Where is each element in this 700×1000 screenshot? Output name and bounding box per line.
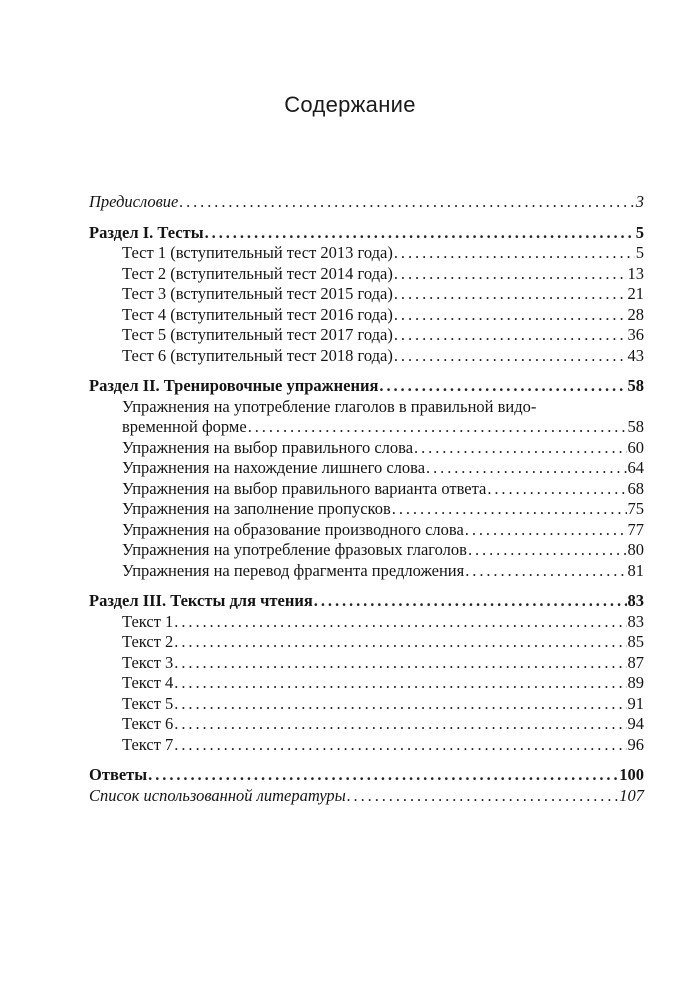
toc-entry[interactable] xyxy=(89,540,644,561)
dot-leader xyxy=(205,223,635,244)
toc-entry-label: Текст 4 xyxy=(122,673,174,692)
spacer xyxy=(89,213,644,223)
dot-leader xyxy=(179,192,634,213)
toc-page-number: 5 xyxy=(635,243,644,262)
dot-leader xyxy=(248,417,627,438)
toc-section-1 xyxy=(89,223,644,367)
toc-entry[interactable] xyxy=(89,673,644,694)
toc-page-number: 68 xyxy=(627,478,644,498)
toc-page-number: 107 xyxy=(619,785,644,805)
toc-page-number: 81 xyxy=(627,560,644,580)
toc-entry[interactable] xyxy=(89,284,644,305)
dot-leader xyxy=(174,694,626,715)
toc-section-heading[interactable] xyxy=(89,591,644,612)
toc-entry[interactable] xyxy=(89,346,644,367)
toc-entry-label: Текст 5 xyxy=(122,693,174,713)
toc-entry-label: Тест 5 (вступительный тест 2017 года) xyxy=(122,325,393,344)
toc-entry[interactable] xyxy=(89,499,644,520)
toc-entry[interactable] xyxy=(89,417,644,438)
page-title: Содержание xyxy=(284,92,416,117)
toc-entry-label: Текст 7 xyxy=(122,734,174,754)
toc-entry-references[interactable] xyxy=(89,786,644,807)
toc-entry[interactable] xyxy=(89,458,644,479)
toc-entry-label: Текст 3 xyxy=(122,652,174,672)
toc-page-number: 85 xyxy=(627,632,644,651)
toc-page-number: 21 xyxy=(627,284,644,303)
toc-entry[interactable] xyxy=(89,520,644,541)
toc-entry[interactable] xyxy=(89,632,644,653)
dot-leader xyxy=(394,264,627,285)
dot-leader xyxy=(392,499,627,520)
toc-entry[interactable] xyxy=(89,735,644,756)
toc-entry-label: Ответы xyxy=(89,765,148,784)
dot-leader xyxy=(465,561,626,582)
toc-entry-label: Раздел II. Тренировочные упражнения xyxy=(89,376,379,395)
toc-entry-label: Раздел I. Тесты xyxy=(89,222,204,242)
toc-entry-answers[interactable] xyxy=(89,765,644,786)
dot-leader xyxy=(174,673,626,694)
toc-entry-label: Тест 4 (вступительный тест 2016 года) xyxy=(122,304,393,324)
dot-leader xyxy=(394,284,627,305)
dot-leader xyxy=(174,632,626,653)
toc-page-number: 80 xyxy=(627,540,644,559)
toc-entry[interactable] xyxy=(89,694,644,715)
toc-section-heading[interactable] xyxy=(89,376,644,397)
toc-page-number: 3 xyxy=(635,192,644,211)
toc-entry-preface[interactable] xyxy=(89,192,644,213)
toc-entry-label: Текст 1 xyxy=(122,611,174,631)
toc-entry-label: Упражнения на употребление фразовых глаголов xyxy=(122,540,467,559)
toc-entry-label: Тест 2 (вступительный тест 2014 года) xyxy=(122,263,393,283)
toc-entry[interactable] xyxy=(89,325,644,346)
toc-page-number: 87 xyxy=(627,652,644,672)
spacer xyxy=(89,366,644,376)
toc-entry-label: Упражнения на выбор правильного варианта ответа xyxy=(122,478,487,498)
toc-entry-label: Упражнения на перевод фрагмента предложения xyxy=(122,560,465,580)
toc-entry[interactable] xyxy=(89,653,644,674)
toc-page-number: 5 xyxy=(635,222,644,242)
dot-leader xyxy=(465,520,627,541)
toc-entry[interactable] xyxy=(89,479,644,500)
dot-leader xyxy=(414,438,626,459)
toc-page-number: 89 xyxy=(627,673,644,692)
toc-page-number: 96 xyxy=(627,734,644,754)
toc-entry-label-line1: Упражнения на употребление глаголов в правильной видо- xyxy=(122,396,537,416)
toc-page-number: 28 xyxy=(627,304,644,324)
toc-entry-label: Упражнения на выбор правильного слова xyxy=(122,437,414,457)
dot-leader xyxy=(347,786,618,807)
dot-leader xyxy=(174,735,626,756)
dot-leader xyxy=(174,653,626,674)
spacer xyxy=(89,755,644,765)
toc-entry-label: Раздел III. Тексты для чтения xyxy=(89,591,313,610)
toc-entry-label: временной форме xyxy=(122,417,247,436)
toc-entry[interactable] xyxy=(89,264,644,285)
toc-page-number: 77 xyxy=(627,519,644,539)
toc-section-3 xyxy=(89,591,644,755)
toc-page-number: 64 xyxy=(627,458,644,477)
dot-leader xyxy=(426,458,626,479)
toc-entry-label: Тест 1 (вступительный тест 2013 года) xyxy=(122,243,393,262)
toc-page-number: 58 xyxy=(627,417,644,436)
toc-page-number: 75 xyxy=(627,499,644,518)
toc-entry-label: Упражнения на образование производного слова xyxy=(122,519,464,539)
toc-entry-label: Тест 6 (вступительный тест 2018 года) xyxy=(122,345,393,365)
toc-page-number: 83 xyxy=(627,591,644,610)
toc-entry-label: Упражнения на заполнение пропусков xyxy=(122,499,391,518)
toc-entry[interactable] xyxy=(89,612,644,633)
toc-entry-label: Упражнения на нахождение лишнего слова xyxy=(122,458,426,477)
toc-page-number: 13 xyxy=(627,263,644,283)
dot-leader xyxy=(394,346,627,367)
toc-entry-label: Текст 6 xyxy=(122,714,174,733)
dot-leader xyxy=(394,325,627,346)
toc-entry[interactable] xyxy=(89,714,644,735)
toc-page-number: 94 xyxy=(627,714,644,733)
toc-entry-label: Тест 3 (вступительный тест 2015 года) xyxy=(122,284,393,303)
toc-entry[interactable] xyxy=(89,305,644,326)
toc-entry[interactable] xyxy=(89,243,644,264)
toc-page-number: 83 xyxy=(627,611,644,631)
toc-entry-label: Список использованной литературы xyxy=(89,785,346,805)
dot-leader xyxy=(174,612,626,633)
spacer xyxy=(89,581,644,591)
toc-page-number: 58 xyxy=(627,376,644,395)
toc-page-number: 100 xyxy=(619,765,644,784)
dot-leader xyxy=(468,540,627,561)
dot-leader xyxy=(314,591,627,612)
dot-leader xyxy=(148,765,618,786)
toc-entry-label: Текст 2 xyxy=(122,632,174,651)
dot-leader xyxy=(487,479,626,500)
toc-page-number: 43 xyxy=(627,345,644,365)
toc-page-number: 60 xyxy=(627,437,644,457)
toc-entry[interactable] xyxy=(89,438,644,459)
dot-leader xyxy=(394,243,635,264)
table-of-contents xyxy=(89,192,644,806)
toc-page-number: 91 xyxy=(627,693,644,713)
toc-section-heading[interactable] xyxy=(89,223,644,244)
dot-leader xyxy=(174,714,626,735)
dot-leader xyxy=(379,376,626,397)
toc-entry-label: Предисловие xyxy=(89,192,179,211)
toc-page-number: 36 xyxy=(627,325,644,344)
dot-leader xyxy=(394,305,627,326)
toc-section-2 xyxy=(89,376,644,581)
toc-entry[interactable] xyxy=(89,561,644,582)
